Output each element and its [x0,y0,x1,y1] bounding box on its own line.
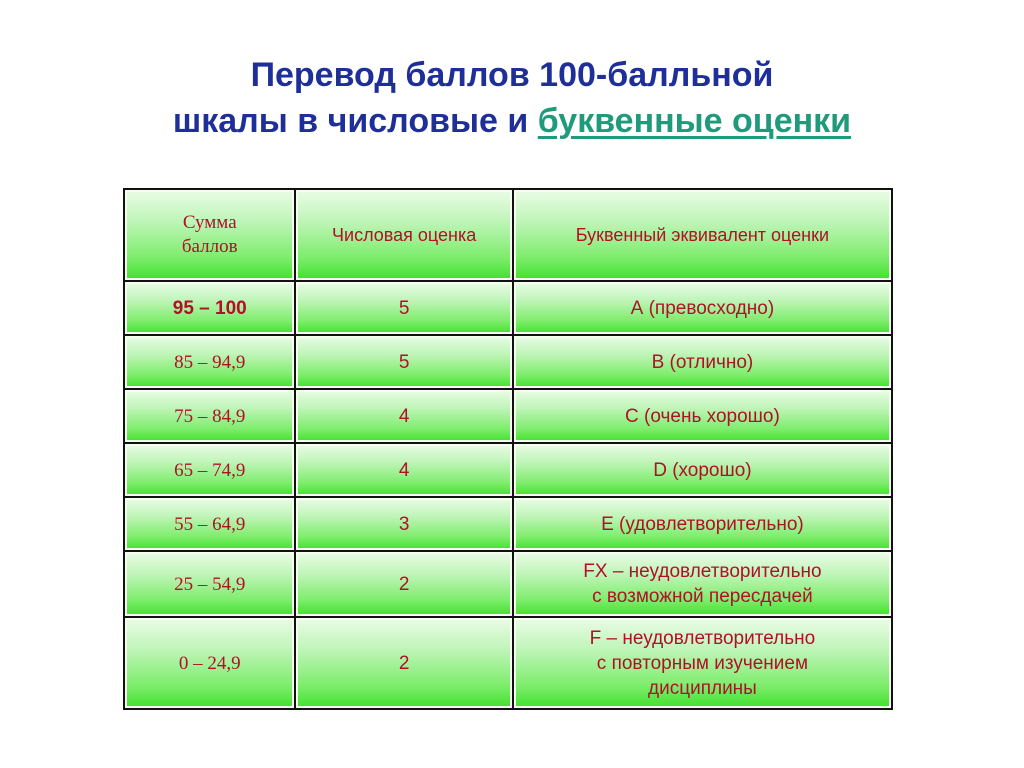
cell-numeric: 5 [295,281,512,335]
cell-numeric: 3 [295,497,512,551]
cell-score: 75 – 84,9 [124,389,295,443]
cell-letter-line: F – неудовлетворительно [589,627,816,649]
title-line-2-prefix: шкалы в числовые и [172,102,538,140]
cell-letter [513,497,892,551]
header-score-line-1: Сумма [182,212,237,233]
title-line-1: Перевод баллов 100-балльной [250,56,774,94]
cell-letter-line: FX – неудовлетворительно [583,561,822,582]
header-score [124,189,295,281]
table-row [124,389,892,443]
cell-score: 55 – 64,9 [124,497,295,551]
cell-letter-line: с повторным изучением [596,652,809,674]
title-link[interactable]: буквенные оценки [537,102,852,140]
cell-score: 95 – 100 [124,281,295,335]
table-row [124,497,892,551]
cell-numeric: 5 [295,335,512,389]
cell-numeric: 2 [295,617,512,709]
cell-letter-line: С (очень хорошо) [625,405,780,427]
header-score-line-2: баллов [181,236,238,257]
table-row [124,617,892,709]
cell-letter [513,551,892,617]
cell-score: 25 – 54,9 [124,551,295,617]
cell-score: 85 – 94,9 [124,335,295,389]
cell-letter [513,335,892,389]
cell-letter [513,443,892,497]
table-row [124,281,892,335]
cell-letter [513,389,892,443]
cell-letter-line: Е (удовлетворительно) [601,513,804,535]
cell-letter [513,617,892,709]
header-letter: Буквенный эквивалент оценки [513,189,892,281]
table-row [124,551,892,617]
cell-letter-line: D (хорошо) [653,459,752,481]
cell-letter-line: А (превосходно) [630,297,775,319]
title-line-2 [0,98,1024,144]
cell-numeric: 4 [295,389,512,443]
page-title [0,52,1024,144]
table-row [124,335,892,389]
cell-score: 0 – 24,9 [124,617,295,709]
cell-letter [513,281,892,335]
cell-letter-line: с возможной пересдачей [592,586,813,607]
cell-score: 65 – 74,9 [124,443,295,497]
cell-numeric: 2 [295,551,512,617]
table-row [124,443,892,497]
cell-letter-line: дисциплины [648,677,757,699]
header-numeric: Числовая оценка [295,189,512,281]
grade-conversion-table [123,188,893,710]
cell-numeric: 4 [295,443,512,497]
table-header-row [124,189,892,281]
cell-letter-line: В (отлично) [651,351,754,373]
